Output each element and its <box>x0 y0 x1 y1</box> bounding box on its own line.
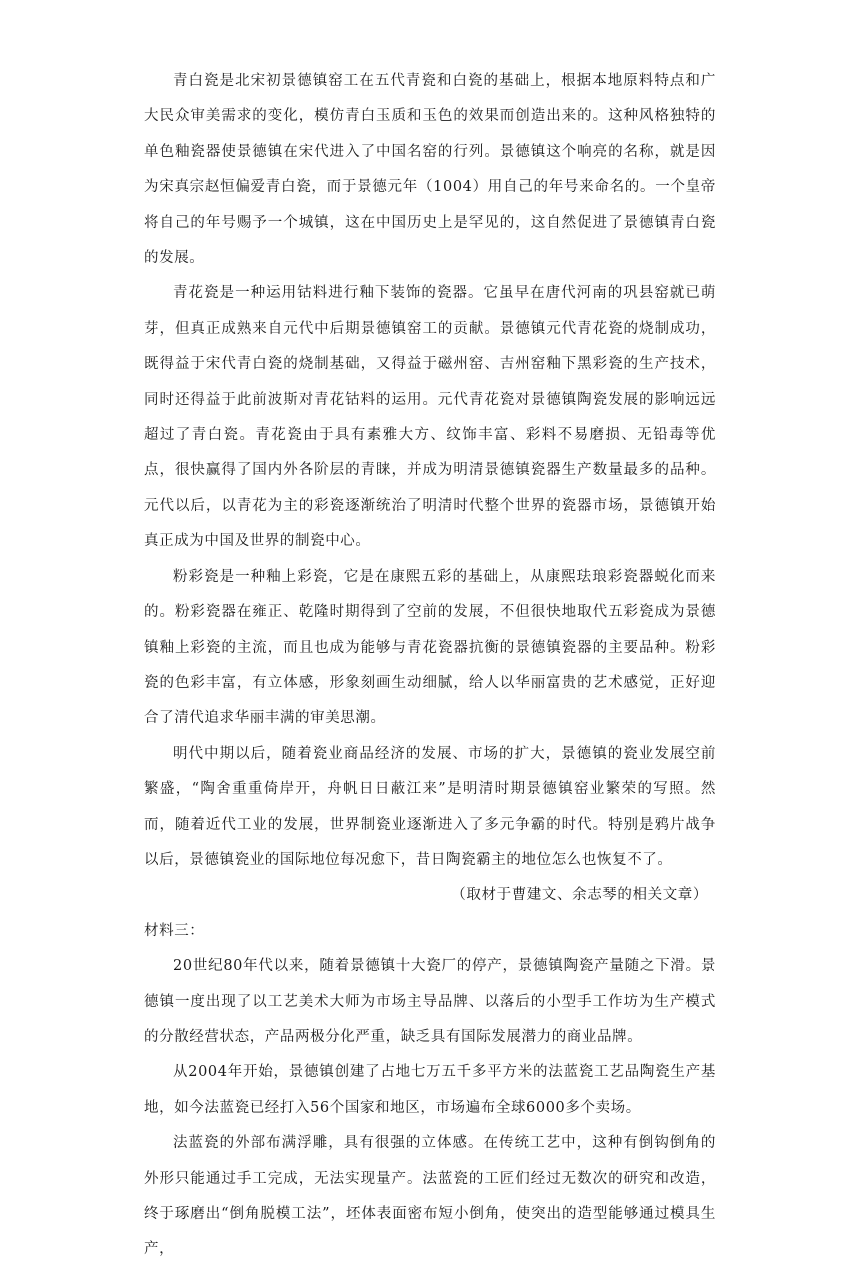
source-citation: （取材于曹建文、余志琴的相关文章） <box>451 887 708 904</box>
document-page <box>144 64 716 1268</box>
paragraph-famille-rose-porcelain: 粉彩瓷是一种釉上彩瓷，它是在康熙五彩的基础上，从康熙珐琅彩瓷器蜕化而来的。粉彩瓷器在雍正、乾隆时期得到了空前的发展，不但很快地取代五彩瓷成为景德镇釉上彩瓷的主流，而且也成为能够与青花瓷器抗衡的景德镇瓷器的主要品种。粉彩瓷的色彩丰富，有立体感，形象刻画生动细腻，给人以华丽富贵的艺术感觉，正好迎合了清代追求华丽丰满的审美思潮。 <box>144 568 716 727</box>
paragraph-1980s-decline: 20世纪80年代以来，随着景德镇十大瓷厂的停产，景德镇陶瓷产量随之下滑。景德镇一度出现了以工艺美术大师为市场主导品牌、以落后的小型手工作坊为生产模式的分散经营状态，产品两极分化严重，缺乏具有国际发展潜力的商业品牌。 <box>144 958 716 1045</box>
paragraph-franz-base: 从2004年开始，景德镇创建了占地七万五千多平方米的法蓝瓷工艺品陶瓷生产基地，如今法蓝瓷已经打入56个国家和地区，市场遍布全球6000多个卖场。 <box>144 1064 716 1116</box>
material-three-heading: 材料三： <box>144 922 205 939</box>
paragraph-ming-qing-industry: 明代中期以后，随着瓷业商品经济的发展、市场的扩大，景德镇的瓷业发展空前繁盛，“陶舍重重倚岸开，舟帆日日蔽江来”是明清时期景德镇窑业繁荣的写照。然而，随着近代工业的发展，世界制瓷业逐渐进入了多元争霸的时代。特别是鸦片战争以后，景德镇瓷业的国际地位每况愈下，昔日陶瓷霸主的地位怎么也恢复不了。 <box>144 745 716 868</box>
paragraph-franz-relief: 法蓝瓷的外部布满浮雕，具有很强的立体感。在传统工艺中，这种有倒钩倒角的外形只能通过手工完成，无法实现量产。法蓝瓷的工匠们经过无数次的研究和改造，终于琢磨出“倒角脱模工法”，坯体表面密布短小倒角，使突出的造型能够通过模具生产， <box>144 1135 716 1258</box>
paragraph-blue-white-porcelain: 青花瓷是一种运用钴料进行釉下装饰的瓷器。它虽早在唐代河南的巩县窑就已萌芽，但真正成熟来自元代中后期景德镇窑工的贡献。景德镇元代青花瓷的烧制成功，既得益于宋代青白瓷的烧制基础，又得益于磁州窑、吉州窑釉下黑彩瓷的生产技术，同时还得益于此前波斯对青花钴料的运用。元代青花瓷对景德镇陶瓷发展的影响远远超过了青白瓷。青花瓷由于具有素雅大方、纹饰丰富、彩料不易磨损、无铅毒等优点，很快赢得了国内外各阶层的青睐，并成为明清景德镇瓷器生产数量最多的品种。元代以后，以青花为主的彩瓷逐渐统治了明清时代整个世界的瓷器市场，景德镇开始真正成为中国及世界的制瓷中心。 <box>144 285 716 550</box>
paragraph-qingbai-porcelain: 青白瓷是北宋初景德镇窑工在五代青瓷和白瓷的基础上，根据本地原料特点和广大民众审美需求的变化，模仿青白玉质和玉色的效果而创造出来的。这种风格独特的单色釉瓷器使景德镇在宋代进入了中国名窑的行列。景德镇这个响亮的名称，就是因为宋真宗赵恒偏爱青白瓷，而于景德元年（1004）用自己的年号来命名的。一个皇帝将自己的年号赐予一个城镇，这在中国历史上是罕见的，这自然促进了景德镇青白瓷的发展。 <box>144 73 716 267</box>
